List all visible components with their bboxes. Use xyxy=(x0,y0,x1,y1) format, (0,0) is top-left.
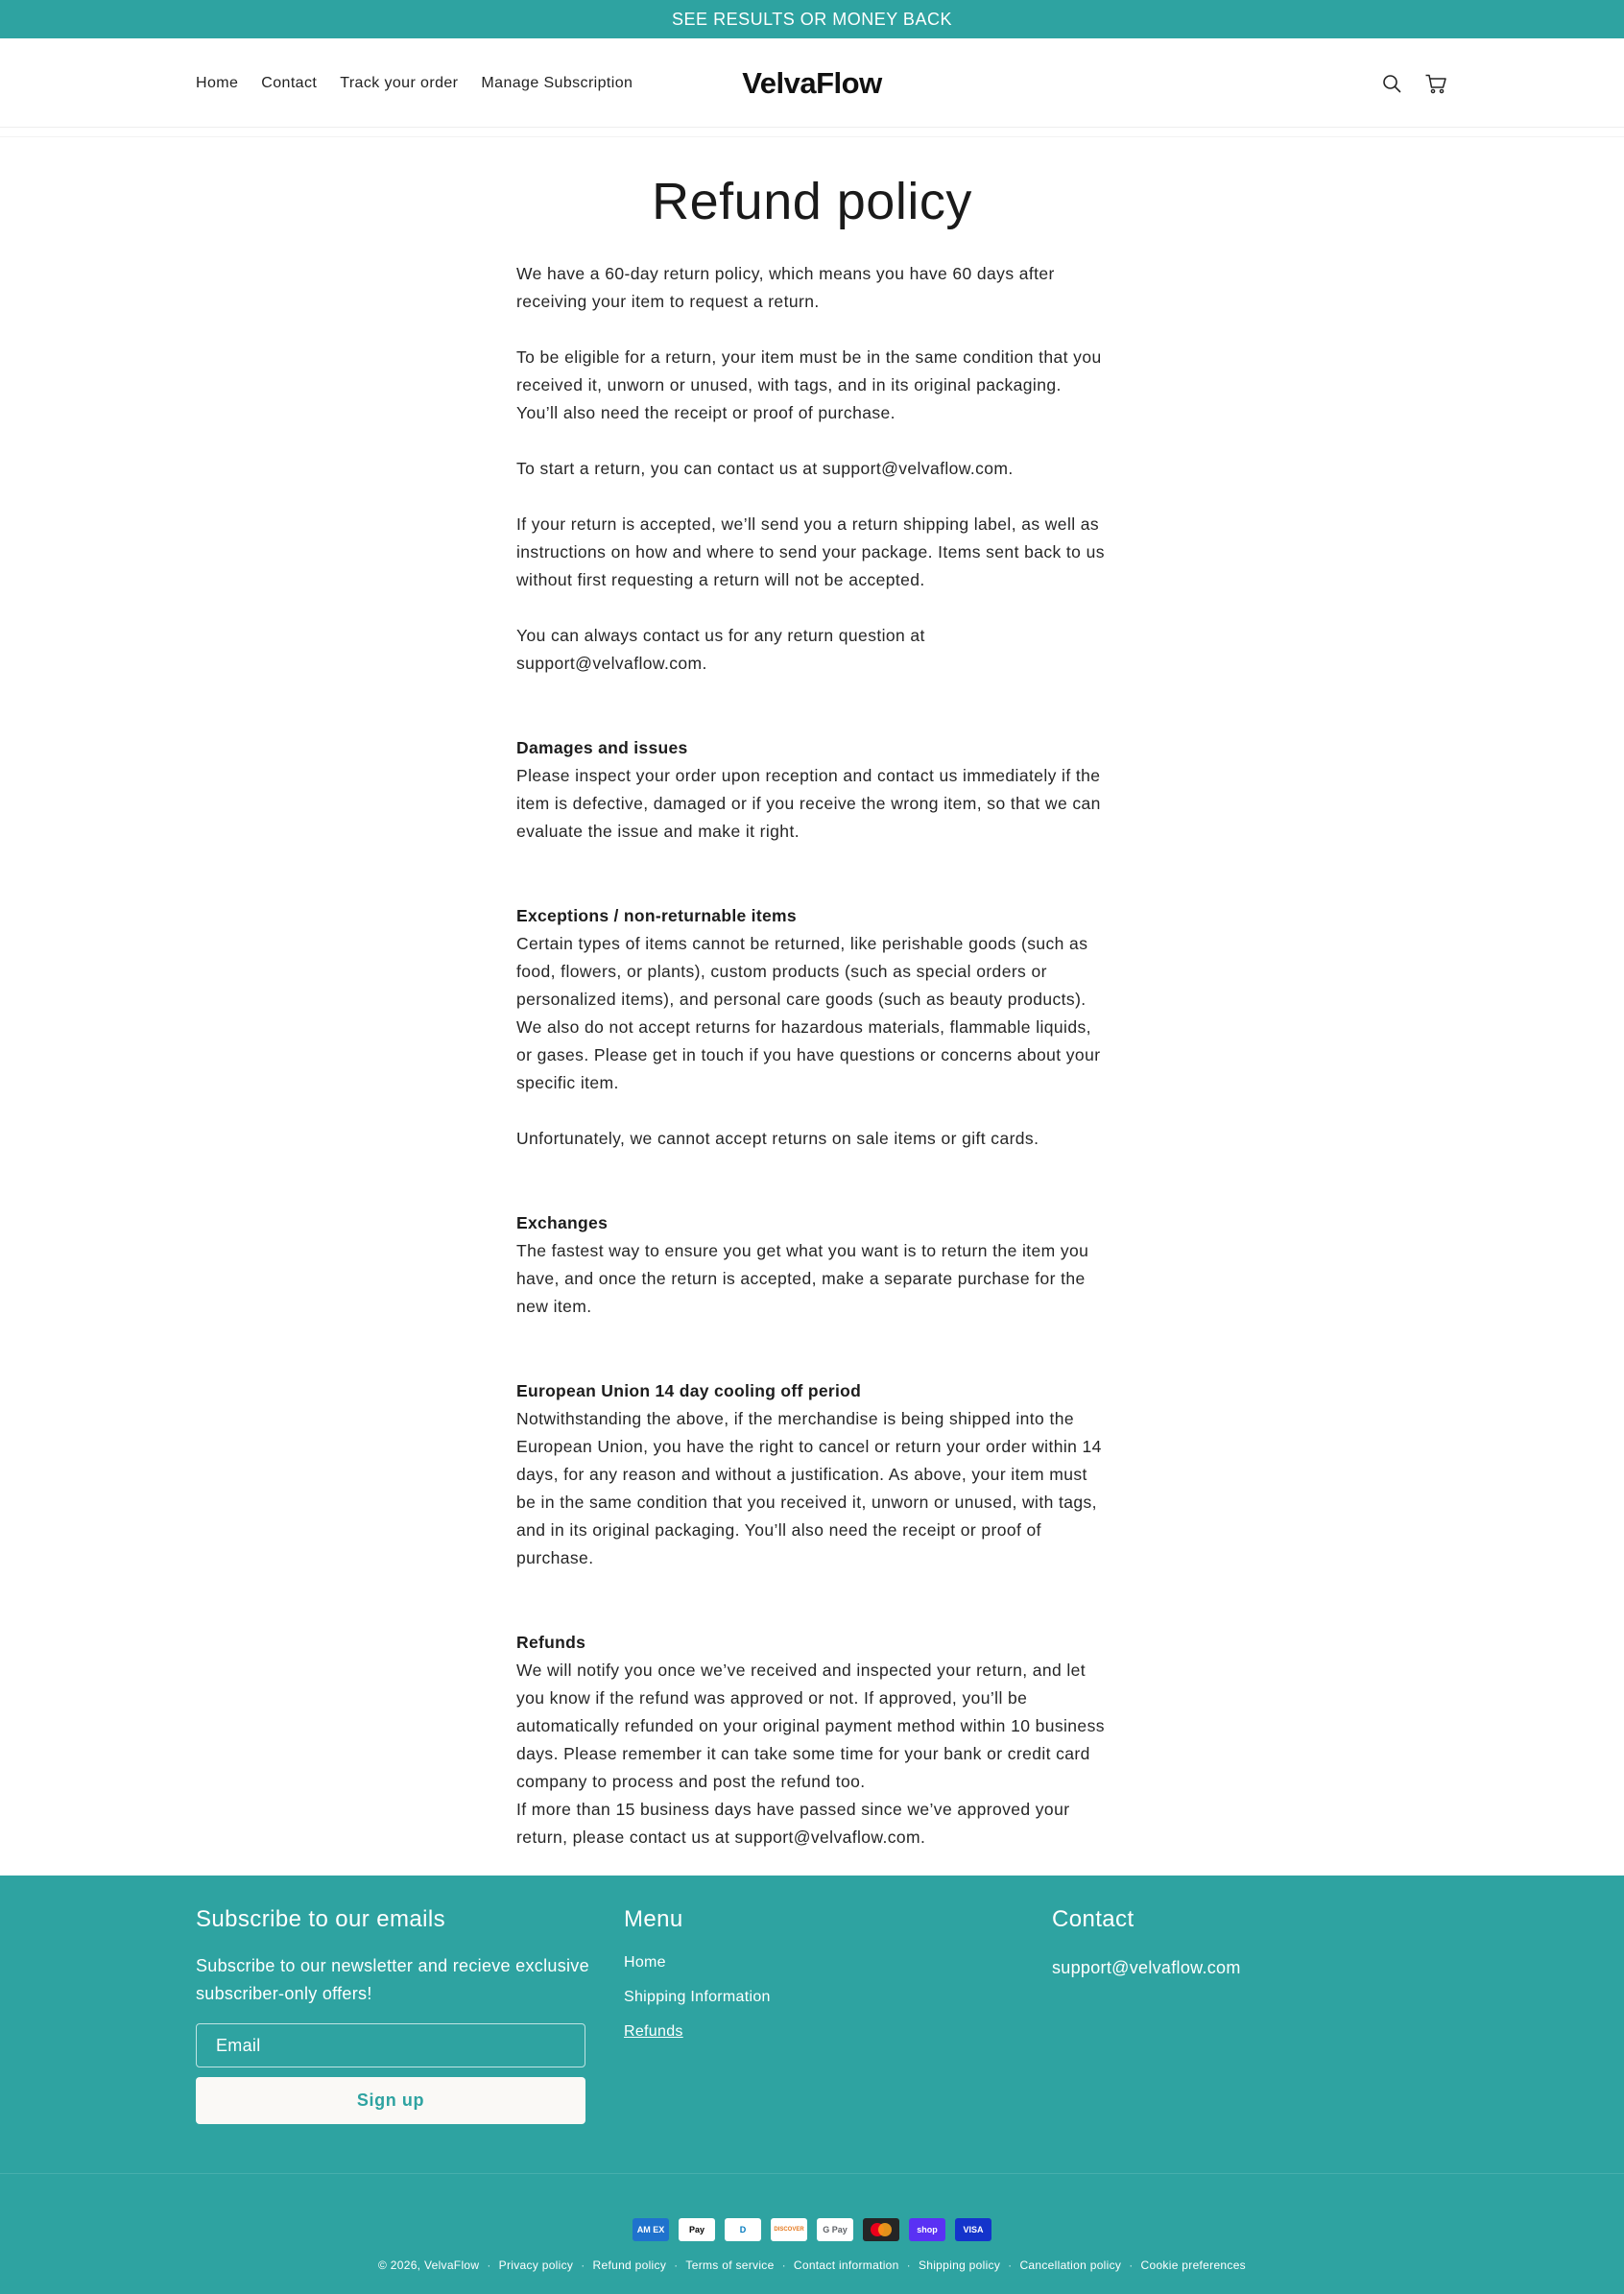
announcement-bar xyxy=(0,0,1624,38)
payment-icon-mastercard xyxy=(863,2218,899,2241)
intro-paragraph: To be eligible for a return, your item must be in the same condition that you received it, unworn or unused, with tags, and in its original packaging. You’ll also need the receipt or proof of purchase. xyxy=(516,347,1102,422)
footer-subscribe-text: Subscribe to our newsletter and recieve exclusive subscriber-only offers! xyxy=(196,1956,589,2003)
email-placeholder: Email xyxy=(216,2035,261,2055)
section-text-damages: Please inspect your order upon reception and contact us immediately if the item is defective, damaged or if you receive the wrong item, so that we can evaluate the issue and make it right. xyxy=(516,766,1101,841)
policy-content xyxy=(516,172,1108,1852)
footer-contact xyxy=(1052,1876,1436,1982)
footer-link-home[interactable]: Home xyxy=(624,1954,666,1971)
footer-link-refunds[interactable]: Refunds xyxy=(624,2023,683,2040)
copyright-text: © 2026, VelvaFlow xyxy=(378,2258,480,2272)
footer-divider xyxy=(0,2173,1624,2174)
footer-contact-heading: Contact xyxy=(1052,1906,1134,1932)
search-icon[interactable] xyxy=(1380,72,1403,95)
legal-link[interactable]: Privacy policy xyxy=(498,2258,574,2272)
payment-icon-google-pay: G Pay xyxy=(817,2218,853,2241)
announcement-text: SEE RESULTS OR MONEY BACK xyxy=(672,9,952,29)
footer-contact-email[interactable]: support@velvaflow.com xyxy=(1052,1958,1241,1977)
nav-track-order[interactable]: Track your order xyxy=(340,74,459,91)
legal-link[interactable]: Terms of service xyxy=(685,2258,775,2272)
section-text-exchanges: The fastest way to ensure you get what you want is to return the item you have, and once the return is accepted, make a separate purchase for the new item. xyxy=(516,1241,1089,1316)
section-text-refunds: We will notify you once we’ve received and inspected your return, and let you know if the refund was approved or not. If approved, you’ll be automatically refunded on your original payment method within 10 business days. Please remember it can take some time for your bank or credit card company to process and post the refund too. xyxy=(516,1661,1105,1791)
payment-icon-visa: VISA xyxy=(955,2218,991,2241)
section-heading-exceptions: Exceptions / non-returnable items xyxy=(516,906,797,925)
legal-links: © 2026, VelvaFlow · Privacy policy · Refund policy · Terms of service · Contact information · Shipping policy · Cancellation policy · Cookie preferences xyxy=(378,2258,1246,2272)
intro-paragraph: If your return is accepted, we’ll send you a return shipping label, as well as instructions on how and where to send your package. Items sent back to us without first requesting a return will not be accepted. xyxy=(516,514,1105,589)
legal-link[interactable]: Shipping policy xyxy=(918,2258,1001,2272)
section-text-exceptions: Certain types of items cannot be returned, like perishable goods (such as food, flowers, or plants), custom products (such as special orders or personalized items), and personal care goods (such as beauty products). We also do not accept returns for hazardous materials, flammable liquids, or gases. Please get in touch if you have questions or concerns about your specific item. xyxy=(516,934,1101,1092)
nav-manage-subscription[interactable]: Manage Subscription xyxy=(481,74,633,91)
site-footer xyxy=(0,1876,1624,2294)
intro-paragraph: We have a 60-day return policy, which means you have 60 days after receiving your item to request a return. xyxy=(516,264,1055,311)
sign-up-button[interactable]: Sign up xyxy=(196,2077,585,2124)
nav-home[interactable]: Home xyxy=(196,74,239,91)
section-text-refunds-contact: If more than 15 business days have passed since we’ve approved your return, please contact us at support@velvaflow.com. xyxy=(516,1800,1070,1847)
logo[interactable]: VelvaFlow xyxy=(742,65,882,100)
footer-menu xyxy=(624,1876,912,2058)
legal-link[interactable]: Refund policy xyxy=(592,2258,667,2272)
payment-icon-apple-pay: Pay xyxy=(679,2218,715,2241)
nav-contact[interactable]: Contact xyxy=(261,74,318,91)
section-heading-damages: Damages and issues xyxy=(516,738,688,757)
payment-icon-american-express: AM EX xyxy=(633,2218,669,2241)
header-divider xyxy=(0,128,1624,137)
payment-icons xyxy=(0,2218,1624,2241)
footer-subscribe xyxy=(196,1876,599,2124)
footer-link-shipping[interactable]: Shipping Information xyxy=(624,1989,771,2005)
email-input[interactable] xyxy=(196,2023,585,2067)
intro-paragraph: You can always contact us for any return question at support@velvaflow.com. xyxy=(516,626,925,673)
page-title: Refund policy xyxy=(652,173,972,230)
cart-icon[interactable] xyxy=(1424,72,1447,95)
legal-link[interactable]: Contact information xyxy=(793,2258,899,2272)
payment-icon-discover: DISCOVER xyxy=(771,2218,807,2241)
section-heading-refunds: Refunds xyxy=(516,1633,586,1652)
header-icons xyxy=(1380,38,1447,128)
footer-menu-links xyxy=(624,1954,912,2058)
section-text-exceptions-sale: Unfortunately, we cannot accept returns on sale items or gift cards. xyxy=(516,1129,1039,1148)
footer-subscribe-heading: Subscribe to our emails xyxy=(196,1906,445,1932)
intro-paragraph: To start a return, you can contact us at support@velvaflow.com. xyxy=(516,459,1014,478)
section-heading-exchanges: Exchanges xyxy=(516,1213,609,1232)
legal-link[interactable]: Cookie preferences xyxy=(1140,2258,1246,2272)
site-header xyxy=(0,38,1624,128)
payment-icon-shop-pay: shop xyxy=(909,2218,945,2241)
footer-menu-heading: Menu xyxy=(624,1906,683,1932)
payment-icon-diners-club: D xyxy=(725,2218,761,2241)
main-nav xyxy=(196,38,633,128)
section-text-eu: Notwithstanding the above, if the merchandise is being shipped into the European Union, you have the right to cancel or return your order within 14 days, for any reason and without a justification. As above, your item must be in the same condition that you received it, unworn or unused, with tags, and in its original packaging. You’ll also need the receipt or proof of purchase. xyxy=(516,1409,1102,1567)
legal-link[interactable]: Cancellation policy xyxy=(1019,2258,1122,2272)
section-heading-eu: European Union 14 day cooling off period xyxy=(516,1381,862,1400)
